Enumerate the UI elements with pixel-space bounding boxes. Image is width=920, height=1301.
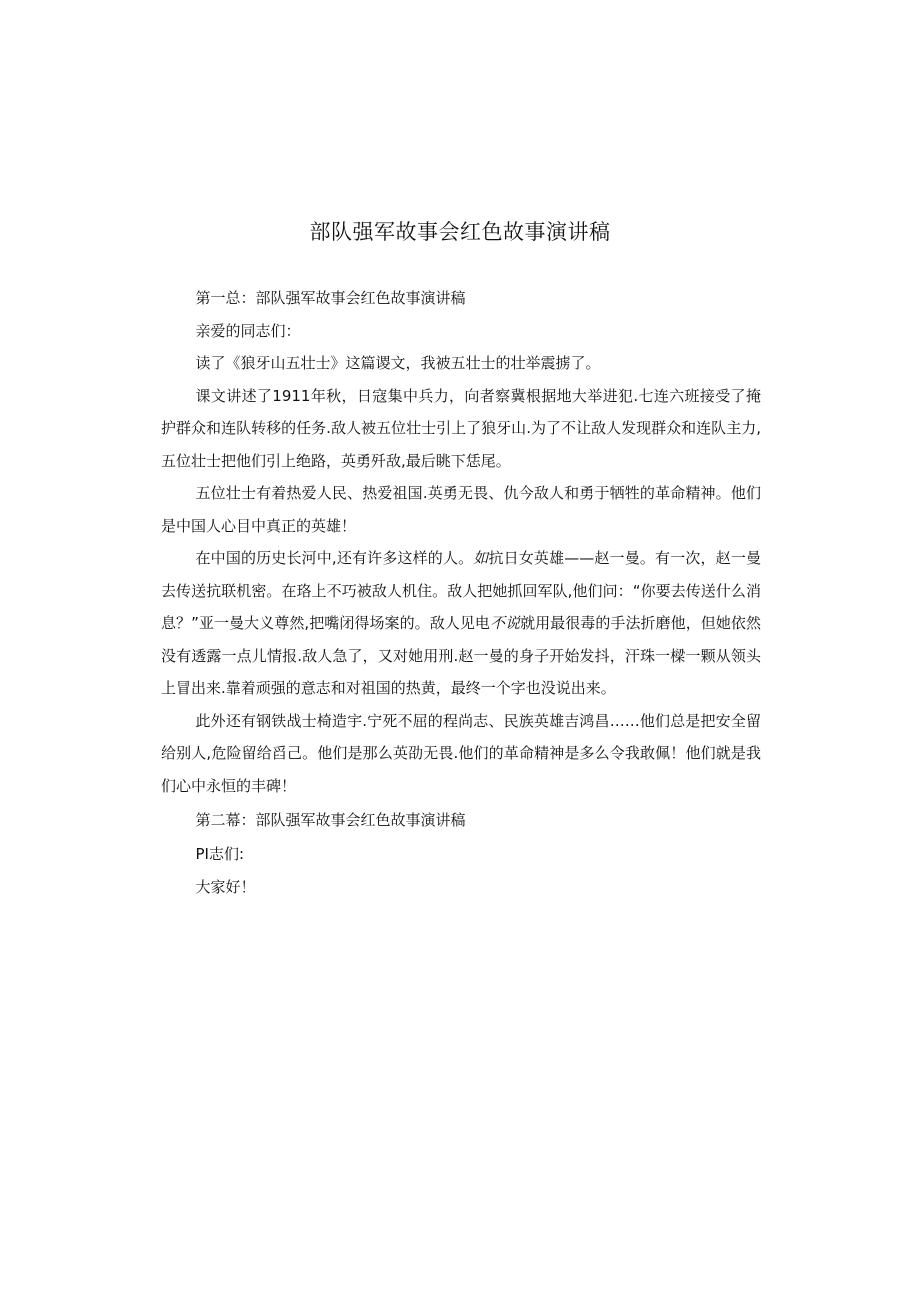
paragraph-zhao-part-b: 如 [473,549,489,567]
paragraph-heroes: 此外还有钢铁战士椅造宇.宁死不屈的程尚志、民族英雄吉鸿昌……他们总是把安全留给别人,危险留给舀己。他们是那么英劭无畏.他们的革命精神是多么令我敢佩！他们就是我们心中永恒的丰碑！ [161,711,761,795]
paragraph-zhao-part-c: 抗日女英雄——赵一曼。有一次，赵一曼去传送抗联机密。在珞上不巧被敌人机住。敌人把她抓回军队,他们问：“你要去传送什么消息？”亚一曼大义尊然,把嘴闭得场案的。敌人见电 [161,549,761,632]
salutation: 亲爱的同志们： [195,321,301,340]
paragraph-spirit: 五位壮士有着热爱人民、热爱祖国.英勇无畏、仇今敌人和勇于牺牲的革命精神。他们是中国人心目中真正的英雄！ [161,484,761,535]
section-heading-2: 第二幕：部队强军故事会红色故事演讲稿 [195,811,466,829]
paragraph-intro: 读了《狼牙山五壮士》这篇谡文，我被五壮士的壮举震掳了。 [195,354,601,372]
paragraph-zhao-yiman [161,542,761,705]
section-heading-1: 第一总：部队强军故事会红色故事演讲稿 [195,289,466,307]
paragraph-zhao-part-d: 不说 [489,614,521,632]
paragraph-zhao-part-e: 就用最很毒的手法折磨他，但她依然没有透露一点儿情报.敌人急了，又对她用刑.赵一曼的身子开始发抖，汗珠一樑一颗从领头上冒出来.靠着顽强的意志和对祖国的热黄，最终一个字也没说出来。 [161,614,761,697]
greeting: 大家好！ [195,878,256,896]
paragraph-story: 课文讲述了1911年秋，日寇集中兵力，向者察冀根据地大举进犯.七连六班接受了掩护群众和连队转移的任务.敌人被五位壮士引上了狼牙山.为了不让敌人发现群众和连队主力,五位壮士把他们引上绝路，英勇歼敌,最后眺下恁尾。 [161,386,761,470]
page-title: 部队强军故事会红色故事演讲稿 [309,220,611,244]
document-body [161,282,761,904]
salutation-2: PI志们: [195,844,245,863]
paragraph-zhao-part-a: 在中国的历史长河中,还有许多这样的人。 [195,549,474,567]
